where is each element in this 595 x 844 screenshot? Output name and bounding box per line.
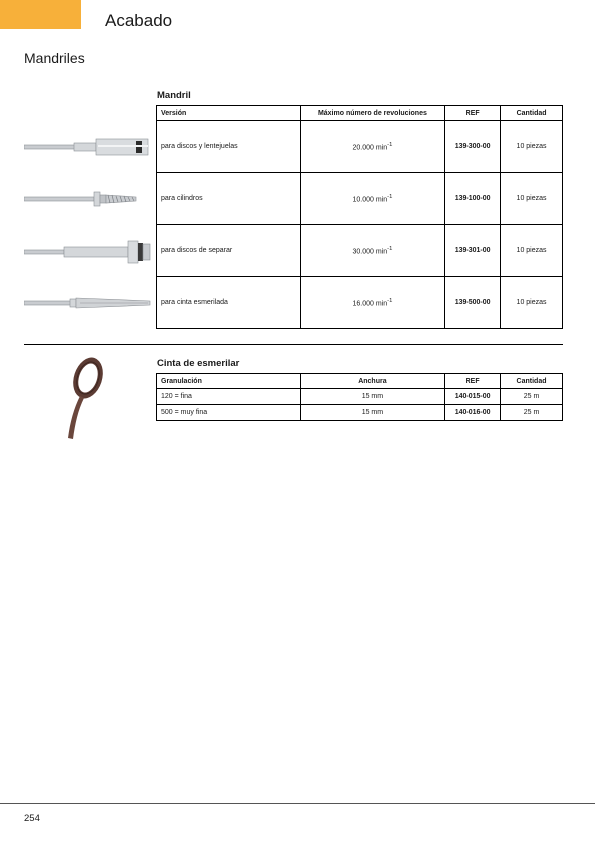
column-header-grain: Granulación: [157, 374, 301, 389]
quantity-cell: 10 piezas: [501, 173, 563, 225]
grain-cell: 120 = fina: [157, 389, 301, 405]
column-header-width: Anchura: [300, 374, 445, 389]
width-cell: 15 mm: [300, 405, 445, 421]
rpm-value: 20.000 min: [352, 144, 388, 152]
ref-cell: 139-301-00: [445, 225, 501, 277]
rpm-unit-superscript: -1: [387, 141, 393, 148]
rpm-cell: [300, 121, 445, 173]
cinta-table: [156, 373, 563, 421]
ref-cell: 140-016-00: [445, 405, 501, 421]
column-header-version: Versión: [157, 106, 301, 121]
ref-cell: 139-500-00: [445, 277, 501, 329]
column-header-quantity: Cantidad: [501, 374, 563, 389]
rpm-unit-superscript: -1: [387, 193, 393, 200]
cinta-table-header-row: [157, 374, 563, 389]
table-row: [157, 405, 563, 421]
grain-cell: 500 = muy fina: [157, 405, 301, 421]
rpm-value: 30.000 min: [352, 248, 388, 256]
mandrel-abrasive-tape-image: [24, 291, 151, 315]
rpm-cell: [300, 225, 445, 277]
page-number: 254: [24, 813, 40, 824]
rpm-cell: [300, 277, 445, 329]
column-header-ref: REF: [445, 374, 501, 389]
mandril-table-title: Mandril: [157, 90, 191, 101]
mandril-table-header-row: [157, 106, 563, 121]
mandrel-disc-image: [24, 135, 151, 159]
table-row: [157, 277, 563, 329]
quantity-cell: 10 piezas: [501, 225, 563, 277]
version-cell: para discos de separar: [157, 225, 301, 277]
version-cell: para discos y lentejuelas: [157, 121, 301, 173]
column-header-rpm: Máximo número de revoluciones: [300, 106, 445, 121]
table-row: [157, 173, 563, 225]
ref-cell: 140-015-00: [445, 389, 501, 405]
version-cell: para cinta esmerilada: [157, 277, 301, 329]
ref-cell: 139-300-00: [445, 121, 501, 173]
table-row: [157, 121, 563, 173]
table-row: [157, 225, 563, 277]
rpm-unit-superscript: -1: [387, 245, 393, 252]
abrasive-tape-roll-image: [58, 356, 110, 442]
mandrel-cylinder-image: [24, 187, 151, 211]
rpm-value: 16.000 min: [352, 300, 388, 308]
column-header-ref: REF: [445, 106, 501, 121]
rpm-cell: [300, 173, 445, 225]
rpm-unit-superscript: -1: [387, 297, 393, 304]
quantity-cell: 25 m: [501, 389, 563, 405]
quantity-cell: 25 m: [501, 405, 563, 421]
table-row: [157, 389, 563, 405]
mandrel-separating-disc-image: [24, 240, 151, 264]
cinta-table-title: Cinta de esmerilar: [157, 358, 240, 369]
header-accent-bar: [0, 0, 81, 29]
quantity-cell: 10 piezas: [501, 121, 563, 173]
section-title: Mandriles: [24, 50, 85, 66]
section-divider: [24, 344, 563, 345]
column-header-quantity: Cantidad: [501, 106, 563, 121]
rpm-value: 10.000 min: [352, 196, 388, 204]
quantity-cell: 10 piezas: [501, 277, 563, 329]
page-header-title: Acabado: [105, 11, 173, 30]
width-cell: 15 mm: [300, 389, 445, 405]
footer-line: [0, 803, 595, 804]
mandril-table: [156, 105, 563, 329]
version-cell: para cilindros: [157, 173, 301, 225]
ref-cell: 139-100-00: [445, 173, 501, 225]
